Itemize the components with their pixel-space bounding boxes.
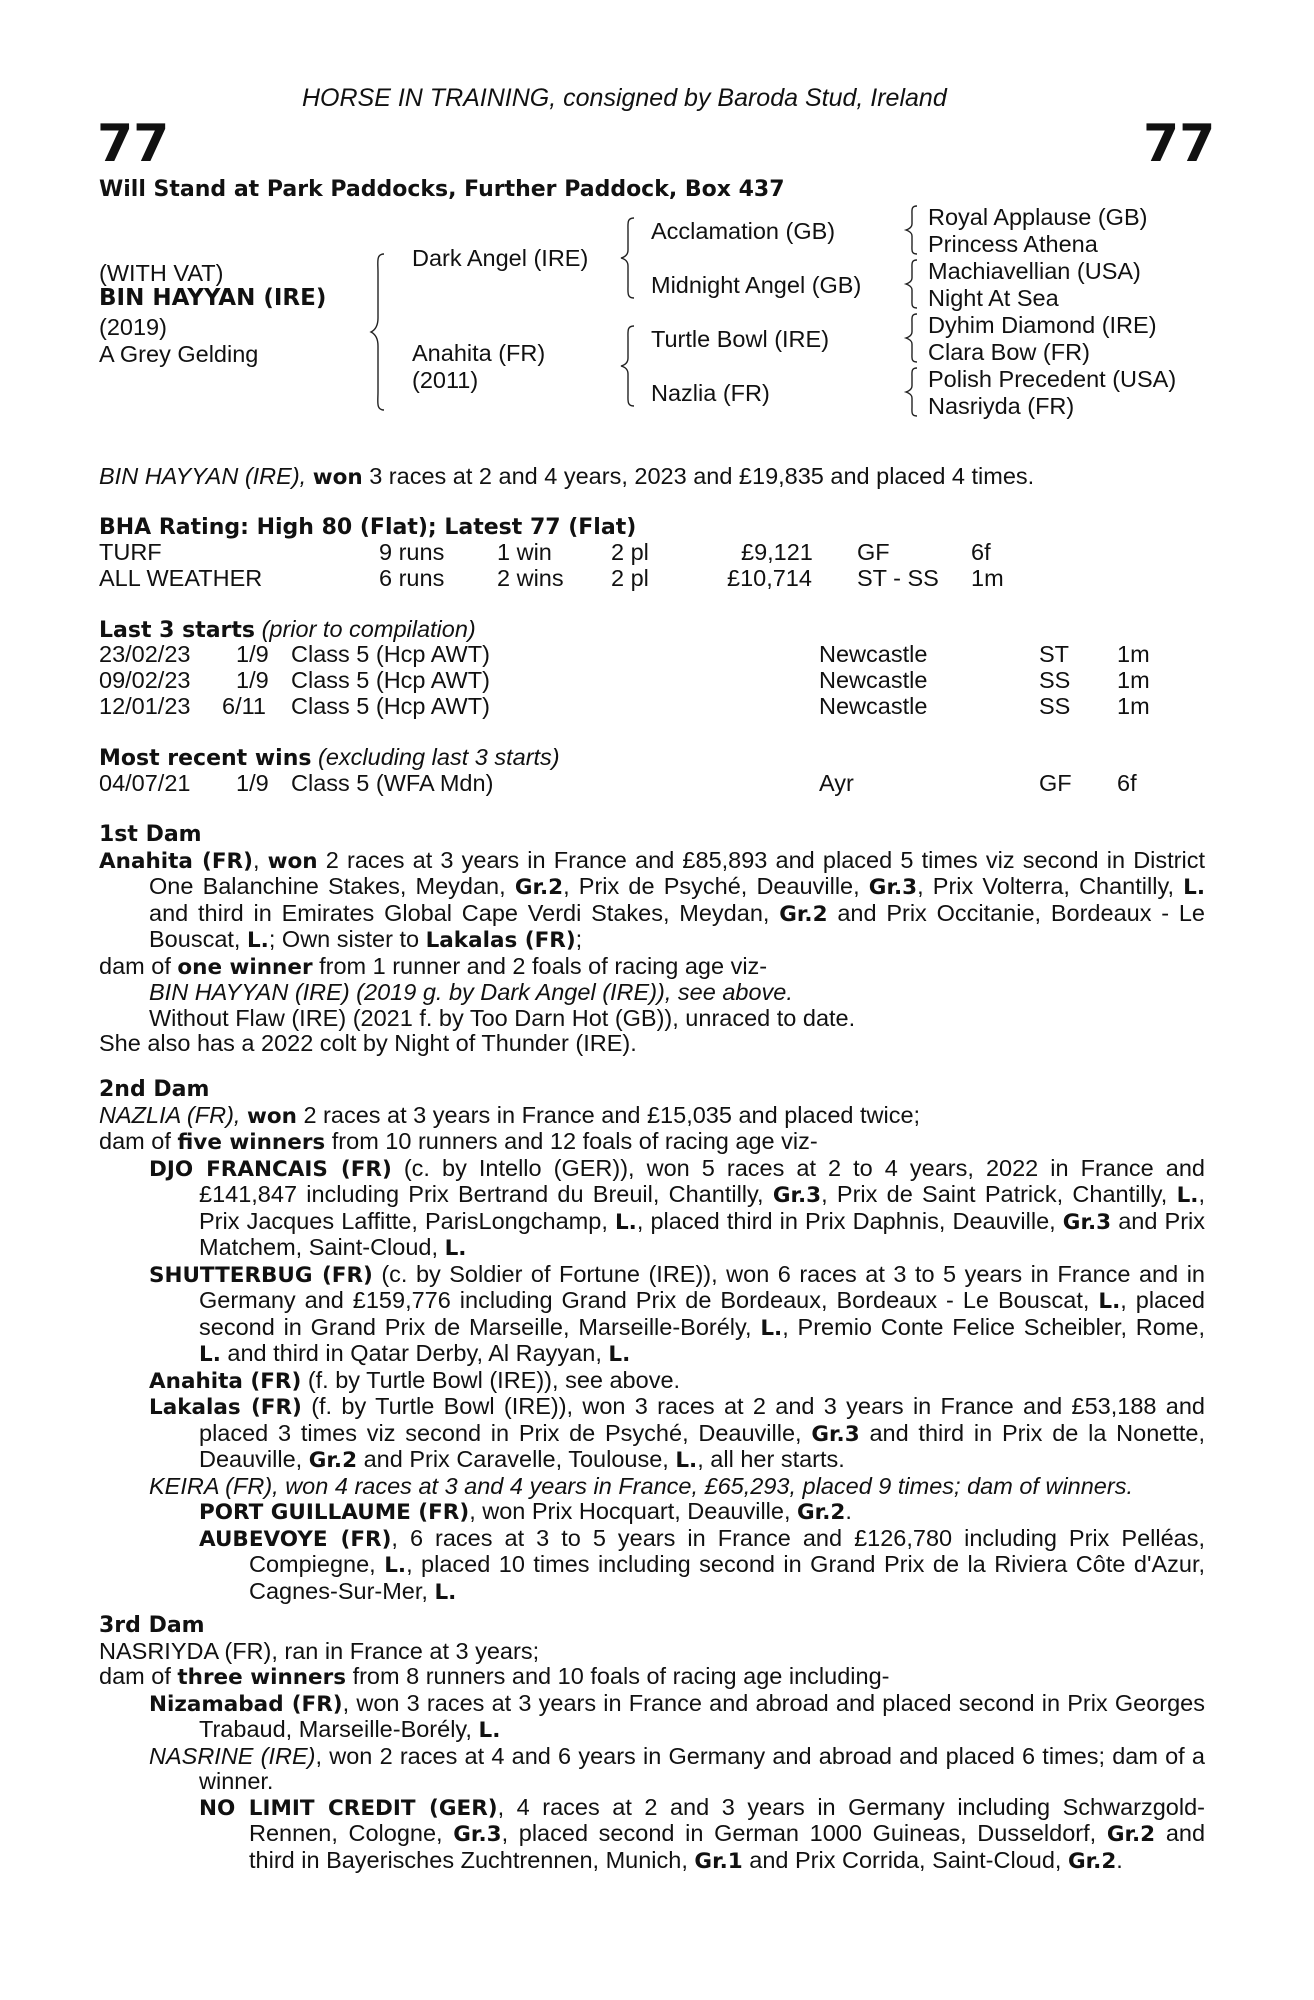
runs: 6 runs	[379, 565, 445, 591]
recent-wins-note: (excluding last 3 starts)	[318, 744, 560, 770]
bha-rating-heading: BHA Rating: High 80 (Flat); Latest 77 (Flat)	[99, 515, 637, 540]
race-class: Class 5 (Hcp AWT)	[291, 693, 490, 719]
bracket-gen4-3	[904, 313, 920, 363]
produce-note: She also has a 2022 colt by Night of Thunder (IRE).	[99, 1030, 637, 1056]
second-dam-heading: 2nd Dam	[99, 1077, 210, 1102]
recent-wins-heading	[99, 745, 560, 772]
gen4-1: Royal Applause (GB)	[928, 204, 1148, 230]
first-dam-section	[99, 822, 1205, 1057]
surface: TURF	[99, 539, 162, 565]
wins: 2 wins	[497, 565, 564, 591]
horse-name: BIN HAYYAN (IRE)	[99, 285, 327, 311]
going: SS	[1039, 693, 1071, 719]
foaling-year: (2019)	[99, 314, 167, 340]
distance: 6f	[1117, 770, 1137, 796]
course: Newcastle	[819, 667, 928, 693]
produce-lakalas: Lakalas (FR) (f. by Turtle Bowl (IRE)), won 3 races at 2 and 3 years in France and £53,188 and placed 3 times viz second in Prix de Psyché, Deauville, Gr.3 and third in Prix de la Nonette, Deauville, Gr.2 and Prix Caravelle, Toulouse, L., all her starts.	[149, 1393, 1206, 1473]
gen4-5: Dyhim Diamond (IRE)	[928, 312, 1157, 338]
race-summary	[99, 464, 1034, 491]
last-starts-title: Last 3 starts	[99, 618, 256, 643]
position: 1/9	[236, 667, 269, 693]
date: 23/02/23	[99, 641, 191, 667]
prize: £9,121	[741, 539, 813, 565]
distance: 1m	[971, 565, 1004, 591]
produce-nizamabad: Nizamabad (FR), won 3 races at 3 years in France and abroad and placed second in Prix Georges Trabaud, Marseille-Borély, L.	[149, 1689, 1206, 1743]
course: Ayr	[819, 770, 854, 796]
rating-row	[99, 540, 1209, 566]
produce-2: Without Flaw (IRE) (2021 f. by Too Darn Hot (GB)), unraced to date.	[149, 1004, 856, 1031]
bracket-sire-parents	[620, 216, 638, 300]
first-dam-produce: dam of one winner from 1 runner and 2 foals of racing age viz-	[99, 952, 768, 980]
dam-sire: Turtle Bowl (IRE)	[651, 326, 830, 352]
gen4-4: Night At Sea	[928, 285, 1059, 311]
date: 04/07/21	[99, 770, 191, 796]
second-dam-record: NAZLIA (FR), won 2 races at 3 years in France and £15,035 and placed twice;	[99, 1101, 921, 1129]
distance: 1m	[1117, 693, 1150, 719]
produce-shutterbug: SHUTTERBUG (FR) (c. by Soldier of Fortune (IRE)), won 6 races at 3 to 5 years in France and in Germany and £159,776 including Grand Prix de Bordeaux, Bordeaux - Le Bouscat, L., placed second in Grand Prix de Marseille, Marseille-Borély, L., Premio Conte Felice Scheibler, Rome, L. and third in Qatar Derby, Al Rayyan, L.	[149, 1260, 1206, 1367]
lot-number-right: 77	[1143, 114, 1216, 174]
produce-aubevoye: AUBEVOYE (FR), 6 races at 3 to 5 years in France and £126,780 including Prix Pelléas, Compiegne, L., placed 10 times including second in Grand Prix de la Riviera Côte d'Azur, Cagnes-Sur-Mer, L.	[199, 1524, 1206, 1605]
placed: 2 pl	[611, 565, 649, 591]
going: GF	[857, 539, 890, 565]
recent-wins-title: Most recent wins	[99, 746, 312, 771]
prize: £10,714	[727, 565, 812, 591]
bracket-gen4-2	[904, 259, 920, 309]
distance: 1m	[1117, 667, 1150, 693]
sire: Dark Angel (IRE)	[412, 245, 589, 271]
going: ST - SS	[857, 565, 939, 591]
third-dam-record: NASRIYDA (FR), ran in France at 3 years;	[99, 1637, 540, 1664]
course: Newcastle	[819, 641, 928, 667]
start-row	[99, 668, 1209, 694]
date: 09/02/23	[99, 667, 191, 693]
going: ST	[1039, 641, 1070, 667]
produce-djo-francais: DJO FRANCAIS (FR) (c. by Intello (GER)), won 5 races at 2 to 4 years, 2022 in France and £141,847 including Prix Bertrand du Breuil, Chantilly, Gr.3, Prix de Saint Patrick, Chantilly, L., Prix Jacques Laffitte, ParisLongchamp, L., placed third in Prix Daphnis, Deauville, Gr.3 and Prix Matchem, Saint-Cloud, L.	[149, 1154, 1206, 1261]
position: 1/9	[236, 770, 269, 796]
gen4-6: Clara Bow (FR)	[928, 339, 1090, 365]
produce-nasrine: NASRINE (IRE), won 2 races at 4 and 6 years in Germany and abroad and placed 6 times; dam of a winner.	[149, 1742, 1205, 1794]
position: 6/11	[222, 693, 266, 719]
bracket-sire-dam	[370, 252, 390, 412]
race-class: Class 5 (Hcp AWT)	[291, 667, 490, 693]
win-row	[99, 771, 1209, 797]
bracket-gen4-1	[904, 205, 920, 255]
sire-sire: Acclamation (GB)	[651, 218, 836, 244]
distance: 1m	[1117, 641, 1150, 667]
dam-year: (2011)	[412, 367, 479, 393]
first-dam-heading: 1st Dam	[99, 822, 202, 847]
location-line: Will Stand at Park Paddocks, Further Paddock, Box 437	[99, 177, 785, 202]
placed: 2 pl	[611, 539, 649, 565]
race-class: Class 5 (Hcp AWT)	[291, 641, 490, 667]
going: GF	[1039, 770, 1072, 796]
summary-rest: 3 races at 2 and 4 years, 2023 and £19,835 and placed 4 times.	[369, 463, 1035, 489]
first-dam-record: Anahita (FR), won 2 races at 3 years in France and £85,893 and placed 5 times viz second in District One Balanchine Stakes, Meydan, Gr.2, Prix de Psyché, Deauville, Gr.3, Prix Volterra, Chantilly, L. and third in Emirates Global Cape Verdi Stakes, Meydan, Gr.2 and Prix Occitanie, Bordeaux - Le Bouscat, L.; Own sister to Lakalas (FR);	[99, 846, 1206, 953]
course: Newcastle	[819, 693, 928, 719]
produce-no-limit-credit: NO LIMIT CREDIT (GER), 4 races at 2 and 3 years in Germany including Schwarzgold-Rennen, Cologne, Gr.3, placed second in German 1000 Guineas, Dusseldorf, Gr.2 and third in Bayerisches Zuchtrennen, Munich, Gr.1 and Prix Corrida, Saint-Cloud, Gr.2.	[199, 1793, 1206, 1874]
dam: Anahita (FR)	[412, 340, 546, 366]
produce-1: BIN HAYYAN (IRE) (2019 g. by Dark Angel (IRE)), see above.	[149, 979, 793, 1005]
third-dam-produce: dam of three winners from 8 runners and 10 foals of racing age including-	[99, 1663, 890, 1690]
last-starts-heading	[99, 617, 476, 644]
bracket-dam-parents	[620, 324, 638, 408]
date: 12/01/23	[99, 693, 191, 719]
gen4-2: Princess Athena	[928, 231, 1098, 257]
vat-note: (WITH VAT)	[99, 260, 224, 286]
horse-description: A Grey Gelding	[99, 341, 259, 367]
gen4-8: Nasriyda (FR)	[928, 393, 1075, 419]
second-dam-produce: dam of five winners from 10 runners and 12 foals of racing age viz-	[99, 1128, 818, 1155]
third-dam-heading: 3rd Dam	[99, 1613, 205, 1638]
bracket-gen4-4	[904, 367, 920, 417]
position: 1/9	[236, 641, 269, 667]
start-row	[99, 642, 1209, 668]
lot-number-left: 77	[97, 114, 170, 174]
wins: 1 win	[497, 539, 552, 565]
gen4-7: Polish Precedent (USA)	[928, 366, 1177, 392]
second-dam-section	[99, 1077, 1205, 1605]
runs: 9 runs	[379, 539, 445, 565]
produce-keira: KEIRA (FR), won 4 races at 3 and 4 years in France, £65,293, placed 9 times; dam of winners.	[149, 1472, 1133, 1499]
going: SS	[1039, 667, 1071, 693]
rating-row	[99, 566, 1209, 592]
third-dam-section	[99, 1613, 1205, 1874]
produce-port-guillaume: PORT GUILLAUME (FR), won Prix Hocquart, Deauville, Gr.2.	[199, 1498, 852, 1525]
sire-dam: Midnight Angel (GB)	[651, 272, 862, 298]
produce-anahita: Anahita (FR) (f. by Turtle Bowl (IRE)), see above.	[149, 1366, 681, 1394]
surface: ALL WEATHER	[99, 565, 263, 591]
summary-won: won	[312, 465, 363, 490]
distance: 6f	[971, 539, 991, 565]
race-class: Class 5 (WFA Mdn)	[291, 770, 494, 796]
start-row	[99, 694, 1209, 720]
dam-dam: Nazlia (FR)	[651, 380, 770, 406]
gen4-3: Machiavellian (USA)	[928, 258, 1141, 284]
last-starts-note: (prior to compilation)	[261, 616, 476, 642]
page-header: HORSE IN TRAINING, consigned by Baroda Stud, Ireland	[302, 84, 947, 112]
summary-name: BIN HAYYAN (IRE),	[99, 463, 307, 489]
